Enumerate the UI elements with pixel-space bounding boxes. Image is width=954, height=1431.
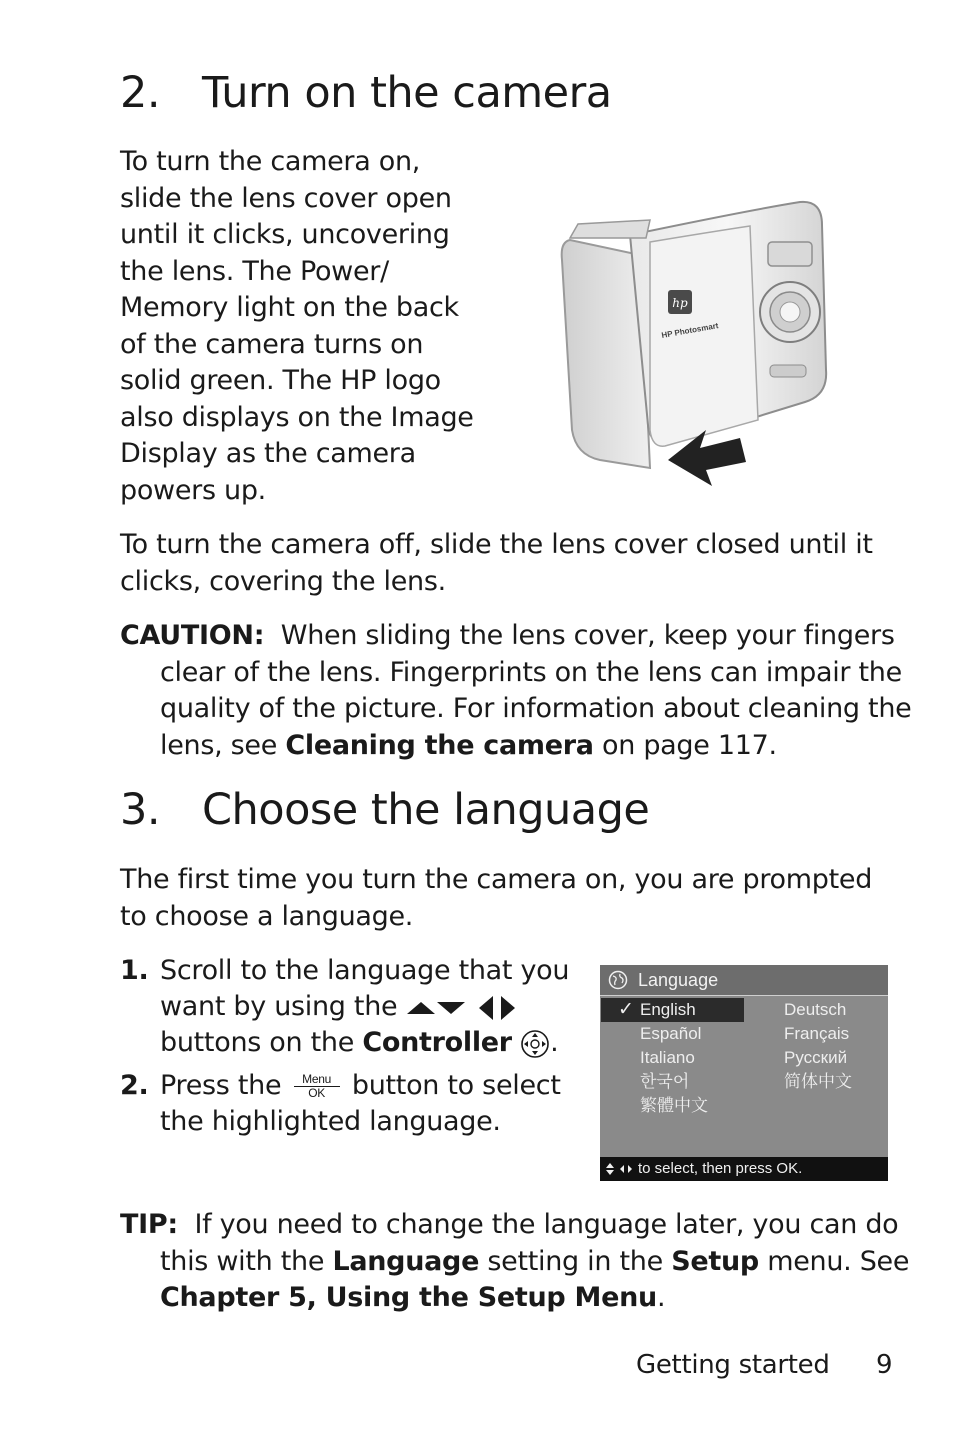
section-title: Turn on the camera [202,68,612,118]
screen-title-bar [600,965,888,996]
step-2 [120,1068,590,1140]
screen-footer-text: to select, then press OK. [638,1160,803,1177]
text-line: powers up. [120,474,266,506]
language-option[interactable]: 한국어 [640,1072,690,1091]
language-option[interactable]: Русский [784,1048,848,1067]
screen-title: Language [638,970,719,990]
step-text: buttons on the [160,1027,355,1058]
menu-label: Menu [294,1073,340,1087]
menu-ok-button-icon [294,1073,340,1100]
turn-on-paragraph [120,144,490,509]
up-down-arrows-icon [406,997,468,1019]
language-option[interactable]: 繁體中文 [640,1096,708,1115]
text-line: Display as the camera [120,438,416,469]
camera-illustration [500,180,900,510]
caution-page-ref: on page 117. [602,729,777,761]
section-number: 2. [120,68,161,118]
language-option[interactable]: Español [640,1024,702,1043]
language-option[interactable]: Français [784,1024,850,1043]
footer-section-name: Getting started [636,1350,830,1380]
language-option[interactable]: English [640,1000,696,1019]
caution-label: CAUTION: [120,620,265,651]
screen-footer [600,1157,888,1181]
globe-icon [608,970,628,990]
language-intro: The first time you turn the camera on, you are prompted to choose a language. [120,864,873,932]
language-setting-ref: Language [332,1245,480,1277]
left-right-arrows-icon [476,994,518,1022]
svg-text:hp: hp [672,296,688,310]
setup-menu-ref: Setup [671,1245,759,1277]
tip-period: . [656,1282,666,1313]
language-screen [600,965,888,1181]
step-period: . [550,1027,559,1058]
step-number: 1. [120,955,149,986]
tip-note [120,1207,920,1317]
text-line: solid green. The HP logo [120,365,441,396]
section-2-heading [120,68,612,118]
text-line: Memory light on the back [120,292,459,323]
turn-off-paragraph: To turn the camera off, slide the lens cover closed until it clicks, covering the lens. [120,529,873,597]
language-option[interactable]: Italiano [640,1048,695,1067]
step-number: 2. [120,1070,149,1101]
text-line: To turn the camera on, [120,146,421,177]
tip-text: If you need to change the language later, you can do this with the [160,1209,899,1277]
page-number: 9 [876,1350,893,1380]
tip-text: setting in the [487,1245,663,1277]
hp-logo-icon [668,290,692,314]
controller-label: Controller [362,1027,512,1058]
chapter-5-ref: Chapter 5, Using the Setup Menu [160,1282,657,1313]
step-text: Press the [160,1070,282,1101]
step-1 [120,953,590,1061]
text-line: the lens. The Power/ [120,255,389,287]
text-line: of the camera turns on [120,328,424,360]
text-line: until it clicks, uncovering [120,219,450,250]
language-option[interactable]: Deutsch [784,1000,847,1019]
text-line: slide the lens cover open [120,182,452,214]
caution-text: When sliding the lens cover, keep your fingers clear of the lens. Fingerprints on the lens can impair the quality of the picture. For information about cleaning the lens, see [160,620,912,761]
tip-text: menu. See [767,1245,910,1277]
caution-note [120,618,920,764]
navigate-arrows-icon [606,1163,636,1175]
camera-brand-text: HP Photosmart [660,321,720,340]
check-icon: ✓ [618,999,634,1020]
language-option[interactable]: 简体中文 [784,1072,852,1091]
section-title: Choose the language [202,785,650,835]
tip-label: TIP: [120,1209,178,1240]
cleaning-camera-reference: Cleaning the camera [285,729,594,761]
ok-label: OK [308,1086,325,1100]
controller-icon [520,1029,550,1059]
step-text: button to select the highlighted language. [160,1070,561,1137]
step-text: Scroll to the language that you want by using the [160,955,570,1022]
section-number: 3. [120,785,161,835]
section-3-heading [120,785,650,835]
text-line: also displays on the Image [120,401,474,433]
